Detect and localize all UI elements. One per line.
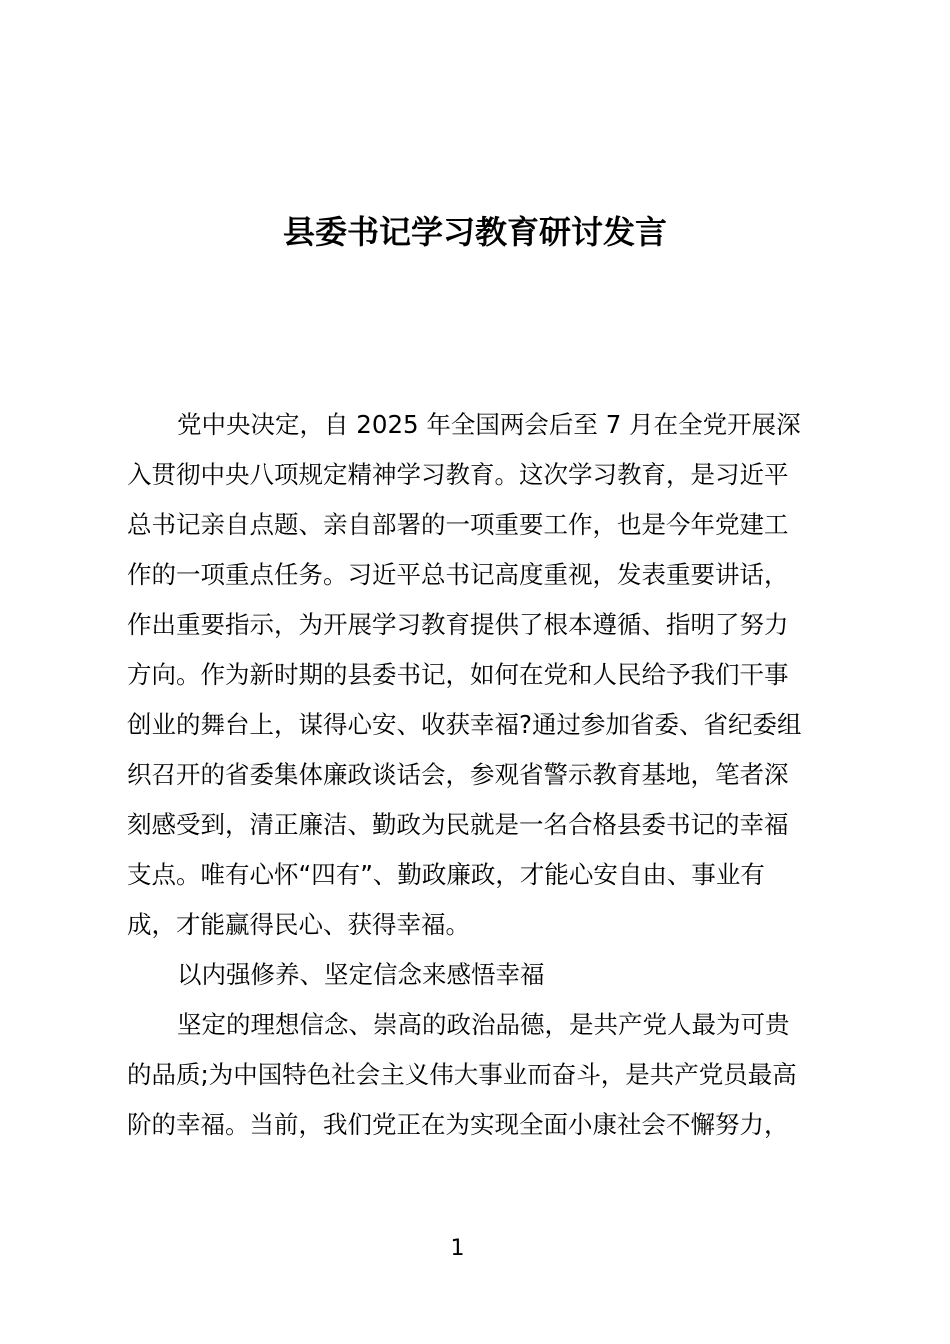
document-body xyxy=(127,400,833,1150)
section-heading: 以内强修养、坚定信念来感悟幸福 xyxy=(177,960,545,989)
paragraph-line: 作出重要指示，为开展学习教育提供了根本遵循、指明了努力 xyxy=(127,610,789,639)
paragraph-line: 作的一项重点任务。习近平总书记高度重视，发表重要讲话， xyxy=(127,560,789,589)
paragraph-line: 阶的幸福。当前，我们党正在为实现全面小康社会不懈努力， xyxy=(127,1110,789,1139)
page-number: 1 xyxy=(450,1236,465,1261)
paragraph-line: 创业的舞台上，谋得心安、收获幸福?通过参加省委、省纪委组 xyxy=(127,710,802,739)
paragraph-line: 成，才能赢得民心、获得幸福。 xyxy=(127,910,470,939)
paragraph-line: 刻感受到，清正廉洁、勤政为民就是一名合格县委书记的幸福 xyxy=(127,810,789,839)
paragraph-line: 的品质;为中国特色社会主义伟大事业而奋斗，是共产党员最高 xyxy=(127,1060,797,1089)
paragraph-line: 织召开的省委集体廉政谈话会，参观省警示教育基地，笔者深 xyxy=(127,760,789,789)
paragraph-line: 坚定的理想信念、崇高的政治品德，是共产党人最为可贵 xyxy=(177,1010,790,1039)
paragraph-line: 支点。唯有心怀“四有”、勤政廉政，才能心安自由、事业有 xyxy=(127,860,765,889)
paragraph-line: 方向。作为新时期的县委书记，如何在党和人民给予我们干事 xyxy=(127,660,789,689)
paragraph-line: 总书记亲自点题、亲自部署的一项重要工作，也是今年党建工 xyxy=(127,510,789,539)
document-title: 县委书记学习教育研讨发言 xyxy=(282,213,667,251)
paragraph-line: 党中央决定，自 2025 年全国两会后至 7 月在全党开展深 xyxy=(177,410,801,439)
paragraph-line: 入贯彻中央八项规定精神学习教育。这次学习教育，是习近平 xyxy=(127,460,789,489)
